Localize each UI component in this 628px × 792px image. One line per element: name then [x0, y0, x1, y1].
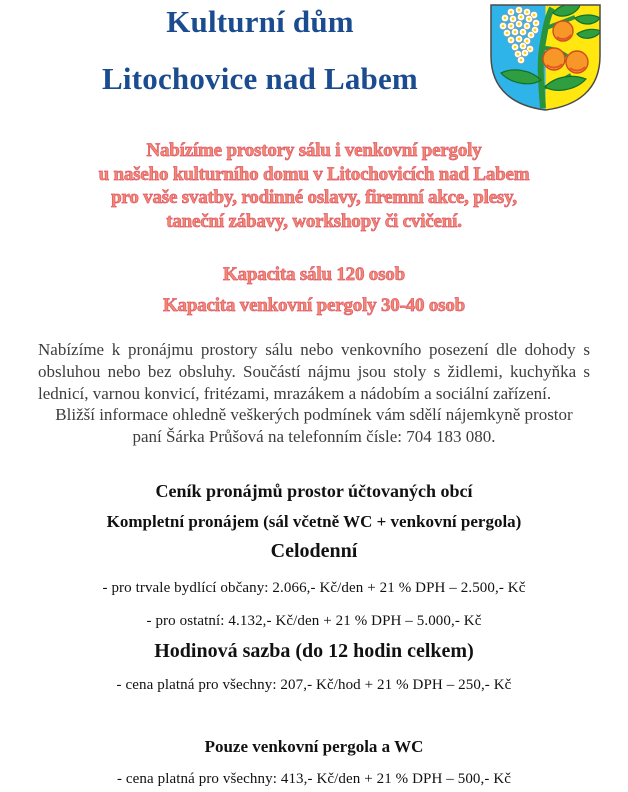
- intro-line-4: taneční zábavy, workshopy či cvičení.: [166, 210, 462, 232]
- intro-line-2: u našeho kulturního domu v Litochovicích nad Labem: [98, 163, 530, 185]
- coat-of-arms-graphic: [487, 2, 604, 114]
- pricing-section-pergola: Pouze venkovní pergola a WC: [204, 737, 424, 756]
- pricing-subheading: Kompletní pronájem (sál včetně WC + venkovní pergola): [106, 512, 522, 531]
- body-paragraph-rental: Nabízíme k pronájmu prostory sálu nebo venkovního posezení dle dohody s obsluhou nebo bez obsluhy. Součástí nájmu jsou stoly s židlemi, kuchyňka s lednicí, varnou konvicí, fritézami, mrazákem a nádobím a sociální zařízení.: [38, 340, 590, 403]
- contact-line-2: paní Šárka Průšová na telefonním čísle: 704 183 080.: [132, 427, 496, 446]
- capacity-hall: Kapacita sálu 120 osob: [223, 264, 405, 285]
- intro-text: [0, 139, 628, 233]
- price-item-hourly: - cena platná pro všechny: 207,- Kč/hod + 21 % DPH – 250,- Kč: [116, 677, 512, 693]
- intro-line-1: Nabízíme prostory sálu i venkovní pergoly: [146, 140, 482, 161]
- capacity-pergola: Kapacita venkovní pergoly 30-40 osob: [162, 295, 466, 316]
- price-item-residents: - pro trvale bydlící občany: 2.066,- Kč/den + 21 % DPH – 2.500,- Kč: [102, 580, 526, 596]
- page-title-line1: Kulturní dům: [166, 4, 354, 39]
- price-item-pergola: - cena platná pro všechny: 413,- Kč/den + 21 % DPH – 500,- Kč: [116, 771, 512, 787]
- page-title-line2: Litochovice nad Labem: [102, 61, 418, 96]
- pricing-heading: Ceník pronájmů prostor účtovaných obcí: [155, 481, 473, 501]
- body-paragraph-contact: [38, 404, 590, 448]
- intro-line-3: pro vaše svatby, rodinné oslavy, firemní akce, plesy,: [111, 187, 517, 208]
- contact-line-1: Bližší informace ohledně veškerých podmínek vám sdělí nájemkyně prostor: [55, 405, 573, 424]
- pricing-section-hourly: Hodinová sazba (do 12 hodin celkem): [154, 640, 474, 662]
- price-item-others: - pro ostatní: 4.132,- Kč/den + 21 % DPH – 5.000,- Kč: [146, 613, 482, 629]
- pricing-section-allday: Celodenní: [270, 540, 358, 562]
- coat-of-arms: [487, 2, 604, 119]
